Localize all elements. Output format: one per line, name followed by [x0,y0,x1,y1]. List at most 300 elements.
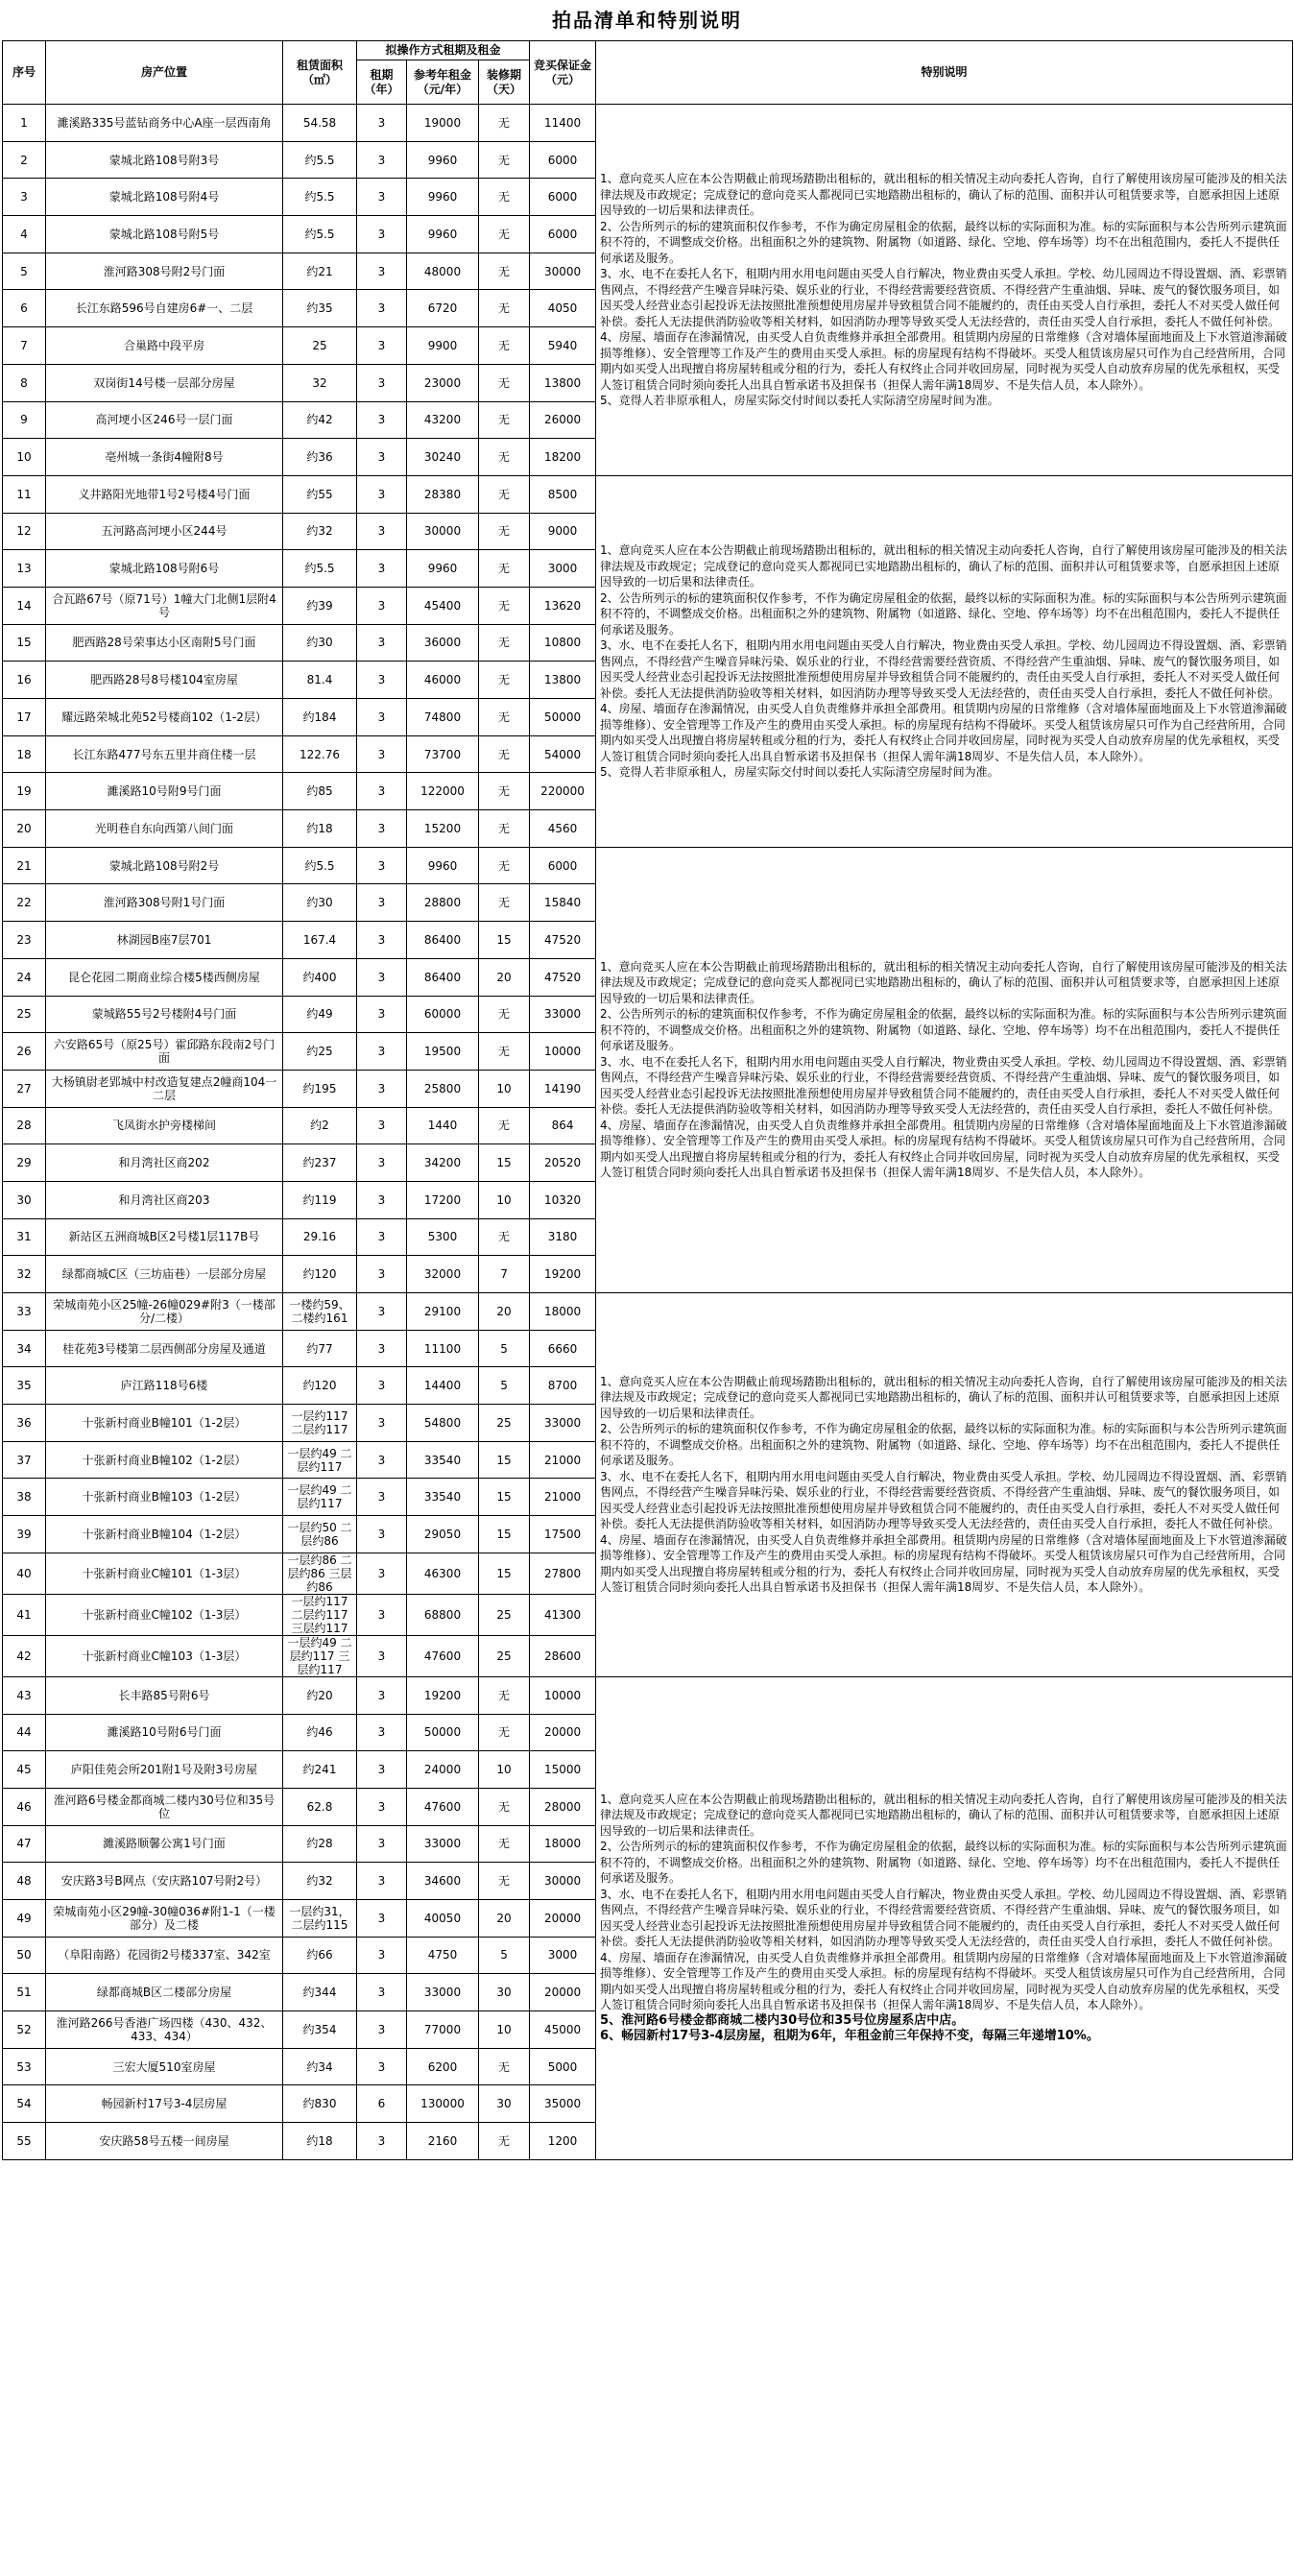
row-location: 蒙城北路108号附4号 [46,179,283,216]
row-reno: 无 [479,105,530,142]
row-rent: 33540 [407,1479,479,1516]
row-area: 约34 [283,2048,357,2085]
notes-cell [596,475,1293,847]
note-paragraph: 3、水、电不在委托人名下，租期内用水用电问题由买受人自行解决，物业费由买受人承担。学校、幼儿园周边不得设置烟、酒、彩票销售网点，不得经营产生噪音异味污染、娱乐业的行业，不得经营需要经营资质、不得经营产生重油烟、异味、废气的餐饮服务项目，如因买受人经营业态引起投诉无法按照批准预想使用房屋并导致租赁合同不能履约的，责任由买受人自行承担，委托人不对买受人做任何补偿。委托人无法提供消防验收等相关材料，如因消防办理等导致买受人无法经营的，责任由买受人自行承担，委托人不做任何补偿。 [600,267,1287,328]
row-term: 3 [357,735,407,773]
row-reno: 无 [479,141,530,179]
row-area: 122.76 [283,735,357,773]
row-location: 淮河路266号香港广场四楼（430、432、433、434） [46,2011,283,2049]
row-deposit: 5000 [530,2048,596,2085]
row-rent: 6200 [407,2048,479,2085]
row-area: 约2 [283,1107,357,1144]
row-rent: 33000 [407,1825,479,1863]
row-location: 合瓦路67号（原71号）1幢大门北侧1层附4号 [46,587,283,624]
header-group: 拟操作方式租期及租金 [357,41,530,60]
note-paragraph: 4、房屋、墙面存在渗漏情况，由买受人自负责维修并承担全部费用。租赁期内房屋的日常维修（含对墙体屋面地面及上下水管道渗漏破损等维修）、安全管理等工作及产生的费用由买受人承担。标的房屋现有结构不得破坏。买受人租赁该房屋只可作为自己经营所用，合同期内如买受人出现擅自将房屋转租或分租的行为，委托人有权终止合同并收回房屋，同时视为买受人自动放弃房屋的优先承租权，买受人签订租赁合同时须向委托人出具自暂承诺书及担保书（担保人需年满18周岁、不是失信人员，本人除外）。 [600,1532,1287,1595]
row-reno: 无 [479,1218,530,1256]
row-rent: 28380 [407,475,479,513]
row-location: 绿都商城B区二楼部分房屋 [46,1974,283,2011]
header-location: 房产位置 [46,41,283,105]
row-rent: 1440 [407,1107,479,1144]
row-area: 一层约86 二层约86 三层约86 [283,1553,357,1594]
header-no: 序号 [3,41,46,105]
row-area: 约42 [283,401,357,439]
row-reno: 5 [479,1330,530,1367]
notes-cell [596,105,1293,476]
row-no: 46 [3,1788,46,1825]
row-location: 濉溪路10号附6号门面 [46,1714,283,1751]
row-area: 约46 [283,1714,357,1751]
row-no: 2 [3,141,46,179]
row-rent: 29050 [407,1516,479,1553]
row-term: 3 [357,1405,407,1442]
note-paragraph: 5、淮河路6号楼金都商城二楼内30号位和35号位房屋系店中店。 [600,2012,965,2028]
note-paragraph: 1、意向竞买人应在本公告期截止前现场踏勘出租标的，就出租标的相关情况主动向委托人咨询，自行了解使用该房屋可能涉及的相关法律法规及市政规定；完成登记的意向竞买人都视同已实地踏勘出租标的，确认了标的范围、面积并认可租赁要求等，自愿承担因上述原因导致的一切后果和法律责任。 [600,172,1287,218]
row-reno: 无 [479,1033,530,1071]
row-term: 3 [357,1479,407,1516]
row-term: 3 [357,1676,407,1714]
row-location: 蒙城北路108号附3号 [46,141,283,179]
row-term: 3 [357,2048,407,2085]
row-area: 约5.5 [283,179,357,216]
row-deposit: 864 [530,1107,596,1144]
note-paragraph: 3、水、电不在委托人名下，租期内用水用电问题由买受人自行解决，物业费由买受人承担。学校、幼儿园周边不得设置烟、酒、彩票销售网点，不得经营产生噪音异味污染、娱乐业的行业，不得经营需要经营资质、不得经营产生重油烟、异味、废气的餐饮服务项目，如因买受人经营业态引起投诉无法按照批准预想使用房屋并导致租赁合同不能履约的，责任由买受人自行承担，委托人不对买受人做任何补偿。委托人无法提供消防验收等相关材料，如因消防办理等导致买受人无法经营的，责任由买受人自行承担，委托人不做任何补偿。 [600,1469,1287,1531]
row-area: 约5.5 [283,550,357,588]
note-paragraph: 2、公告所列示的标的建筑面积仅作参考，不作为确定房屋租金的依据，最终以标的实际面积为准。标的实际面积与本公告所列示建筑面积不符的，不调整成交价格。出租面积之外的建筑物、附属物（如道路、绿化、空地、停车场等）均不在出租范围内，委托人不提供任何承诺及服务。 [600,590,1287,637]
row-term: 3 [357,253,407,290]
note-paragraph: 6、畅园新村17号3-4层房屋，租期为6年，年租金前三年保持不变，每隔三年递增10%。 [600,2029,1099,2044]
row-term: 3 [357,1441,407,1479]
row-deposit: 17500 [530,1516,596,1553]
row-location: 肥西路28号8号楼104室房屋 [46,662,283,699]
row-deposit: 26000 [530,401,596,439]
row-no: 52 [3,2011,46,2049]
row-deposit: 6000 [530,179,596,216]
row-reno: 25 [479,1405,530,1442]
row-area: 约830 [283,2085,357,2123]
row-reno: 30 [479,2085,530,2123]
row-location: 昆仑花园二期商业综合楼5楼西侧房屋 [46,958,283,996]
row-rent: 9960 [407,216,479,253]
row-area: 约25 [283,1033,357,1071]
row-reno: 无 [479,364,530,401]
row-deposit: 4050 [530,290,596,327]
header-notes: 特别说明 [596,41,1293,105]
row-term: 3 [357,327,407,365]
row-no: 20 [3,810,46,848]
row-no: 50 [3,1937,46,1974]
row-rent: 122000 [407,773,479,810]
row-location: 蒙城北路108号附5号 [46,216,283,253]
row-no: 47 [3,1825,46,1863]
row-reno: 20 [479,1293,530,1331]
row-reno: 25 [479,1635,530,1676]
row-no: 15 [3,624,46,662]
row-no: 18 [3,735,46,773]
row-deposit: 28000 [530,1788,596,1825]
row-location: 和月湾社区商203 [46,1181,283,1218]
row-deposit: 27800 [530,1553,596,1594]
row-no: 34 [3,1330,46,1367]
row-area: 81.4 [283,662,357,699]
row-no: 40 [3,1553,46,1594]
row-deposit: 54000 [530,735,596,773]
row-reno: 无 [479,810,530,848]
row-area: 167.4 [283,922,357,959]
row-reno: 无 [479,2123,530,2160]
row-deposit: 33000 [530,996,596,1033]
row-rent: 68800 [407,1594,479,1635]
row-location: 十张新村商业B幢102（1-2层） [46,1441,283,1479]
row-term: 3 [357,216,407,253]
row-location: 和月湾社区商202 [46,1144,283,1182]
row-term: 3 [357,884,407,922]
row-reno: 无 [479,253,530,290]
row-deposit: 21000 [530,1441,596,1479]
row-term: 3 [357,996,407,1033]
row-reno: 15 [479,1553,530,1594]
row-term: 3 [357,810,407,848]
row-no: 6 [3,290,46,327]
row-reno: 无 [479,475,530,513]
row-location: 耀远路荣城北苑52号楼商102（1-2层） [46,699,283,736]
row-reno: 无 [479,439,530,476]
row-rent: 17200 [407,1181,479,1218]
row-no: 37 [3,1441,46,1479]
note-paragraph: 2、公告所列示的标的建筑面积仅作参考，不作为确定房屋租金的依据，最终以标的实际面积为准。标的实际面积与本公告所列示建筑面积不符的，不调整成交价格。出租面积之外的建筑物、附属物（如道路、绿化、空地、停车场等）均不在出租范围内，委托人不提供任何承诺及服务。 [600,1422,1287,1468]
row-location: 淮河路308号附1号门面 [46,884,283,922]
row-reno: 5 [479,1937,530,1974]
row-deposit: 18000 [530,1293,596,1331]
row-location: 畅园新村17号3-4层房屋 [46,2085,283,2123]
row-area: 约49 [283,996,357,1033]
row-location: 新站区五洲商城B区2号楼1层117B号 [46,1218,283,1256]
row-no: 26 [3,1033,46,1071]
row-deposit: 10320 [530,1181,596,1218]
row-reno: 10 [479,1070,530,1107]
row-term: 3 [357,847,407,884]
note-paragraph: 4、房屋、墙面存在渗漏情况，由买受人自负责维修并承担全部费用。租赁期内房屋的日常维修（含对墙体屋面地面及上下水管道渗漏破损等维修）、安全管理等工作及产生的费用由买受人承担。标的房屋现有结构不得破坏。买受人租赁该房屋只可作为自己经营所用，合同期内如买受人出现擅自将房屋转租或分租的行为，委托人有权终止合同并收回房屋，同时视为买受人自动放弃房屋的优先承租权，买受人签订租赁合同时须向委托人出具自暂承诺书及担保书（担保人需年满18周岁、不是失信人员，本人除外）。 [600,1950,1287,2012]
row-deposit: 20520 [530,1144,596,1182]
row-term: 3 [357,1863,407,1900]
row-rent: 33000 [407,1974,479,2011]
row-location: 十张新村商业B幢104（1-2层） [46,1516,283,1553]
row-term: 3 [357,958,407,996]
row-area: 约344 [283,1974,357,2011]
row-area: 约184 [283,699,357,736]
row-reno: 10 [479,1181,530,1218]
row-area: 约5.5 [283,847,357,884]
row-reno: 无 [479,735,530,773]
row-term: 3 [357,587,407,624]
row-area: 一层约117 二层约117 [283,1405,357,1442]
row-area: 一层约31，二层约115 [283,1899,357,1937]
row-deposit: 30000 [530,1863,596,1900]
row-deposit: 15000 [530,1751,596,1789]
note-paragraph: 3、水、电不在委托人名下，租期内用水用电问题由买受人自行解决，物业费由买受人承担。学校、幼儿园周边不得设置烟、酒、彩票销售网点，不得经营产生噪音异味污染、娱乐业的行业，不得经营需要经营资质、不得经营产生重油烟、异味、废气的餐饮服务项目，如因买受人经营业态引起投诉无法按照批准预想使用房屋并导致租赁合同不能履约的，责任由买受人自行承担，委托人不对买受人做任何补偿。委托人无法提供消防验收等相关材料，如因消防办理等导致买受人无法经营的，责任由买受人自行承担，委托人不做任何补偿。 [600,1054,1287,1117]
row-deposit: 18000 [530,1825,596,1863]
note-paragraph: 3、水、电不在委托人名下，租期内用水用电问题由买受人自行解决，物业费由买受人承担。学校、幼儿园周边不得设置烟、酒、彩票销售网点，不得经营产生噪音异味污染、娱乐业的行业，不得经营需要经营资质、不得经营产生重油烟、异味、废气的餐饮服务项目，如因买受人经营业态引起投诉无法按照批准预想使用房屋并导致租赁合同不能履约的，责任由买受人自行承担，委托人不对买受人做任何补偿。委托人无法提供消防验收等相关材料，如因消防办理等导致买受人无法经营的，责任由买受人自行承担，委托人不做任何补偿。 [600,638,1287,700]
row-area: 约195 [283,1070,357,1107]
row-location: 长江东路477号东五里井商住楼一层 [46,735,283,773]
row-deposit: 3000 [530,550,596,588]
row-reno: 无 [479,401,530,439]
row-deposit: 21000 [530,1479,596,1516]
row-term: 3 [357,1218,407,1256]
row-term: 3 [357,1788,407,1825]
table-row [3,105,1293,142]
row-area: 约5.5 [283,216,357,253]
row-reno: 无 [479,662,530,699]
row-rent: 9960 [407,179,479,216]
row-location: 合巢路中段平房 [46,327,283,365]
note-paragraph: 1、意向竞买人应在本公告期截止前现场踏勘出租标的，就出租标的相关情况主动向委托人咨询，自行了解使用该房屋可能涉及的相关法律法规及市政规定；完成登记的意向竞买人都视同已实地踏勘出租标的，确认了标的范围、面积并认可租赁要求等，自愿承担因上述原因导致的一切后果和法律责任。 [600,1792,1287,1838]
row-reno: 无 [479,587,530,624]
row-term: 3 [357,513,407,550]
row-deposit: 30000 [530,253,596,290]
row-term: 3 [357,662,407,699]
row-reno: 30 [479,1974,530,2011]
row-reno: 无 [479,773,530,810]
note-paragraph: 4、房屋、墙面存在渗漏情况，由买受人自负责维修并承担全部费用。租赁期内房屋的日常维修（含对墙体屋面地面及上下水管道渗漏破损等维修）、安全管理等工作及产生的费用由买受人承担。标的房屋现有结构不得破坏。买受人租赁该房屋只可作为自己经营所用，合同期内如买受人出现擅自将房屋转租或分租的行为，委托人有权终止合同并收回房屋，同时视为买受人自动放弃房屋的优先承租权，买受人签订租赁合同时须向委托人出具自暂承诺书及担保书（担保人需年满18周岁、不是失信人员，本人除外）。 [600,702,1287,763]
row-location: 高河埂小区246号一层门面 [46,401,283,439]
note-paragraph: 1、意向竞买人应在本公告期截止前现场踏勘出租标的，就出租标的相关情况主动向委托人咨询，自行了解使用该房屋可能涉及的相关法律法规及市政规定；完成登记的意向竞买人都视同已实地踏勘出租标的，确认了标的范围、面积并认可租赁要求等，自愿承担因上述原因导致的一切后果和法律责任。 [600,1374,1287,1420]
row-reno: 10 [479,1751,530,1789]
row-location: 飞凤街水护旁楼梯间 [46,1107,283,1144]
row-reno: 15 [479,922,530,959]
row-term: 3 [357,1033,407,1071]
row-rent: 14400 [407,1367,479,1405]
row-rent: 9960 [407,550,479,588]
row-no: 35 [3,1367,46,1405]
row-rent: 40050 [407,1899,479,1937]
row-location: 绿都商城C区（三坊庙巷）一层部分房屋 [46,1256,283,1293]
row-deposit: 20000 [530,1899,596,1937]
row-area: 约21 [283,253,357,290]
row-no: 24 [3,958,46,996]
row-deposit: 13620 [530,587,596,624]
row-reno: 无 [479,2048,530,2085]
header-term: 租期（年） [357,60,407,105]
row-deposit: 14190 [530,1070,596,1107]
row-location: 林湖园B座7层701 [46,922,283,959]
row-area: 32 [283,364,357,401]
note-paragraph: 5、竞得人若非原承租人，房屋实际交付时间以委托人实际清空房屋时间为准。 [600,765,999,780]
row-area: 约36 [283,439,357,476]
row-no: 19 [3,773,46,810]
row-location: 安庆路3号B网点（安庆路107号附2号） [46,1863,283,1900]
row-deposit: 19200 [530,1256,596,1293]
row-term: 3 [357,1107,407,1144]
row-no: 10 [3,439,46,476]
table-row [3,1676,1293,1714]
note-paragraph: 3、水、电不在委托人名下，租期内用水用电问题由买受人自行解决，物业费由买受人承担。学校、幼儿园周边不得设置烟、酒、彩票销售网点，不得经营产生噪音异味污染、娱乐业的行业，不得经营需要经营资质、不得经营产生重油烟、异味、废气的餐饮服务项目，如因买受人经营业态引起投诉无法按照批准预想使用房屋并导致租赁合同不能履约的，责任由买受人自行承担，委托人不对买受人做任何补偿。委托人无法提供消防验收等相关材料，如因消防办理等导致买受人无法经营的，责任由买受人自行承担，委托人不做任何补偿。 [600,1887,1287,1949]
row-rent: 25800 [407,1070,479,1107]
row-area: 约120 [283,1367,357,1405]
row-location: 五河路高河埂小区244号 [46,513,283,550]
row-area: 一层约117 二层约117 三层约117 [283,1594,357,1635]
row-deposit: 10800 [530,624,596,662]
row-no: 3 [3,179,46,216]
header-area: 租赁面积（㎡） [283,41,357,105]
header-rent: 参考年租金（元/年） [407,60,479,105]
row-rent: 86400 [407,958,479,996]
row-location: 十张新村商业C幢102（1-3层） [46,1594,283,1635]
row-location: 淮河路308号附2号门面 [46,253,283,290]
table-row [3,1293,1293,1331]
row-area: 约237 [283,1144,357,1182]
row-rent: 19000 [407,105,479,142]
row-deposit: 8500 [530,475,596,513]
row-location: 长丰路85号附6号 [46,1676,283,1714]
row-deposit: 28600 [530,1635,596,1676]
auction-table [2,40,1293,2160]
row-area: 约39 [283,587,357,624]
row-term: 3 [357,179,407,216]
row-term: 3 [357,1937,407,1974]
row-location: 光明巷自东向西第八间门面 [46,810,283,848]
row-no: 33 [3,1293,46,1331]
row-location: 桂花苑3号楼第二层西侧部分房屋及通道 [46,1330,283,1367]
row-area: 约55 [283,475,357,513]
row-area: 约20 [283,1676,357,1714]
row-deposit: 47520 [530,958,596,996]
row-rent: 130000 [407,2085,479,2123]
row-reno: 无 [479,1107,530,1144]
row-term: 3 [357,2011,407,2049]
row-deposit: 220000 [530,773,596,810]
row-area: 约28 [283,1825,357,1863]
row-no: 43 [3,1676,46,1714]
row-location: 淮河路6号楼金都商城二楼内30号位和35号位 [46,1788,283,1825]
row-no: 29 [3,1144,46,1182]
row-term: 3 [357,922,407,959]
row-rent: 46000 [407,662,479,699]
row-area: 29.16 [283,1218,357,1256]
row-term: 3 [357,1594,407,1635]
row-location: 荣城南苑小区29幢-30幢036#附1-1（一楼部分）及二楼 [46,1899,283,1937]
row-reno: 无 [479,1788,530,1825]
row-term: 3 [357,141,407,179]
row-location: 庐阳佳苑会所201附1号及附3号房屋 [46,1751,283,1789]
notes-cell [596,847,1293,1292]
row-term: 3 [357,1516,407,1553]
row-deposit: 6000 [530,216,596,253]
row-term: 3 [357,105,407,142]
row-term: 6 [357,2085,407,2123]
row-no: 5 [3,253,46,290]
row-rent: 45400 [407,587,479,624]
row-deposit: 6660 [530,1330,596,1367]
row-no: 8 [3,364,46,401]
row-reno: 无 [479,1863,530,1900]
row-rent: 29100 [407,1293,479,1331]
row-reno: 无 [479,216,530,253]
row-area: 约5.5 [283,141,357,179]
row-no: 39 [3,1516,46,1553]
row-rent: 47600 [407,1635,479,1676]
row-term: 3 [357,624,407,662]
row-reno: 无 [479,513,530,550]
row-no: 27 [3,1070,46,1107]
row-no: 54 [3,2085,46,2123]
row-deposit: 41300 [530,1594,596,1635]
row-location: 大杨镇尉老郢城中村改造复建点2幢商104一二层 [46,1070,283,1107]
row-reno: 15 [479,1479,530,1516]
row-reno: 无 [479,624,530,662]
row-term: 3 [357,1635,407,1676]
row-no: 25 [3,996,46,1033]
row-term: 3 [357,1330,407,1367]
row-area: 一层约49 二层约117 三层约117 [283,1635,357,1676]
row-reno: 无 [479,290,530,327]
note-paragraph: 4、房屋、墙面存在渗漏情况，由买受人自负责维修并承担全部费用。租赁期内房屋的日常维修（含对墙体屋面地面及上下水管道渗漏破损等维修）、安全管理等工作及产生的费用由买受人承担。标的房屋现有结构不得破坏。买受人租赁该房屋只可作为自己经营所用，合同期内如买受人出现擅自将房屋转租或分租的行为，委托人有权终止合同并收回房屋，同时视为买受人自动放弃房屋的优先承租权，买受人签订租赁合同时须向委托人出具自暂承诺书及担保书（担保人需年满18周岁、不是失信人员，本人除外）。 [600,330,1287,392]
note-paragraph: 1、意向竞买人应在本公告期截止前现场踏勘出租标的，就出租标的相关情况主动向委托人咨询，自行了解使用该房屋可能涉及的相关法律法规及市政规定；完成登记的意向竞买人都视同已实地踏勘出租标的，确认了标的范围、面积并认可租赁要求等，自愿承担因上述原因导致的一切后果和法律责任。 [600,543,1287,590]
row-no: 28 [3,1107,46,1144]
row-deposit: 11400 [530,105,596,142]
row-no: 17 [3,699,46,736]
row-area: 约30 [283,884,357,922]
row-location: 濉溪路顺馨公寓1号门面 [46,1825,283,1863]
row-location: 肥西路28号荣事达小区南附5号门面 [46,624,283,662]
row-deposit: 45000 [530,2011,596,2049]
row-area: 约119 [283,1181,357,1218]
row-location: 蒙城北路108号附6号 [46,550,283,588]
row-reno: 无 [479,1676,530,1714]
row-location: 安庆路58号五楼一间房屋 [46,2123,283,2160]
row-term: 3 [357,475,407,513]
row-rent: 19200 [407,1676,479,1714]
row-rent: 24000 [407,1751,479,1789]
row-reno: 无 [479,1825,530,1863]
row-area: 约354 [283,2011,357,2049]
row-rent: 6720 [407,290,479,327]
row-area: 约66 [283,1937,357,1974]
note-paragraph: 4、房屋、墙面存在渗漏情况，由买受人自负责维修并承担全部费用。租赁期内房屋的日常维修（含对墙体屋面地面及上下水管道渗漏破损等维修）、安全管理等工作及产生的费用由买受人承担。标的房屋现有结构不得破坏。买受人租赁该房屋只可作为自己经营所用，合同期内如买受人出现擅自将房屋转租或分租的行为，委托人有权终止合同并收回房屋，同时视为买受人自动放弃房屋的优先承租权，买受人签订租赁合同时须向委托人出具自暂承诺书及担保书（担保人需年满18周岁、不是失信人员，本人除外）。 [600,1118,1287,1180]
row-rent: 34600 [407,1863,479,1900]
row-deposit: 20000 [530,1714,596,1751]
row-reno: 15 [479,1441,530,1479]
note-paragraph: 5、竞得人若非原承租人，房屋实际交付时间以委托人实际清空房屋时间为准。 [600,394,999,408]
row-area: 约18 [283,810,357,848]
row-deposit: 4560 [530,810,596,848]
row-rent: 74800 [407,699,479,736]
row-area: 一层约49 二层约117 [283,1441,357,1479]
row-deposit: 20000 [530,1974,596,2011]
row-reno: 无 [479,699,530,736]
row-rent: 36000 [407,624,479,662]
row-rent: 60000 [407,996,479,1033]
row-deposit: 13800 [530,364,596,401]
row-rent: 46300 [407,1553,479,1594]
row-no: 45 [3,1751,46,1789]
row-area: 一层约49 二层约117 [283,1479,357,1516]
page-title: 拍品清单和特别说明 [552,9,742,32]
row-location: 庐江路118号6楼 [46,1367,283,1405]
row-term: 3 [357,1367,407,1405]
row-rent: 2160 [407,2123,479,2160]
row-location: 蒙城路55号2号楼附4号门面 [46,996,283,1033]
row-area: 25 [283,327,357,365]
note-paragraph: 2、公告所列示的标的建筑面积仅作参考，不作为确定房屋租金的依据，最终以标的实际面积为准。标的实际面积与本公告所列示建筑面积不符的，不调整成交价格。出租面积之外的建筑物、附属物（如道路、绿化、空地、停车场等）均不在出租范围内，委托人不提供任何承诺及服务。 [600,1007,1287,1053]
row-rent: 43200 [407,401,479,439]
row-term: 3 [357,401,407,439]
notes-cell [596,1676,1293,2159]
row-reno: 无 [479,884,530,922]
row-area: 约32 [283,1863,357,1900]
note-paragraph: 2、公告所列示的标的建筑面积仅作参考，不作为确定房屋租金的依据，最终以标的实际面积为准。标的实际面积与本公告所列示建筑面积不符的，不调整成交价格。出租面积之外的建筑物、附属物（如道路、绿化、空地、停车场等）均不在出租范围内，委托人不提供任何承诺及服务。 [600,219,1287,265]
row-rent: 9960 [407,847,479,884]
